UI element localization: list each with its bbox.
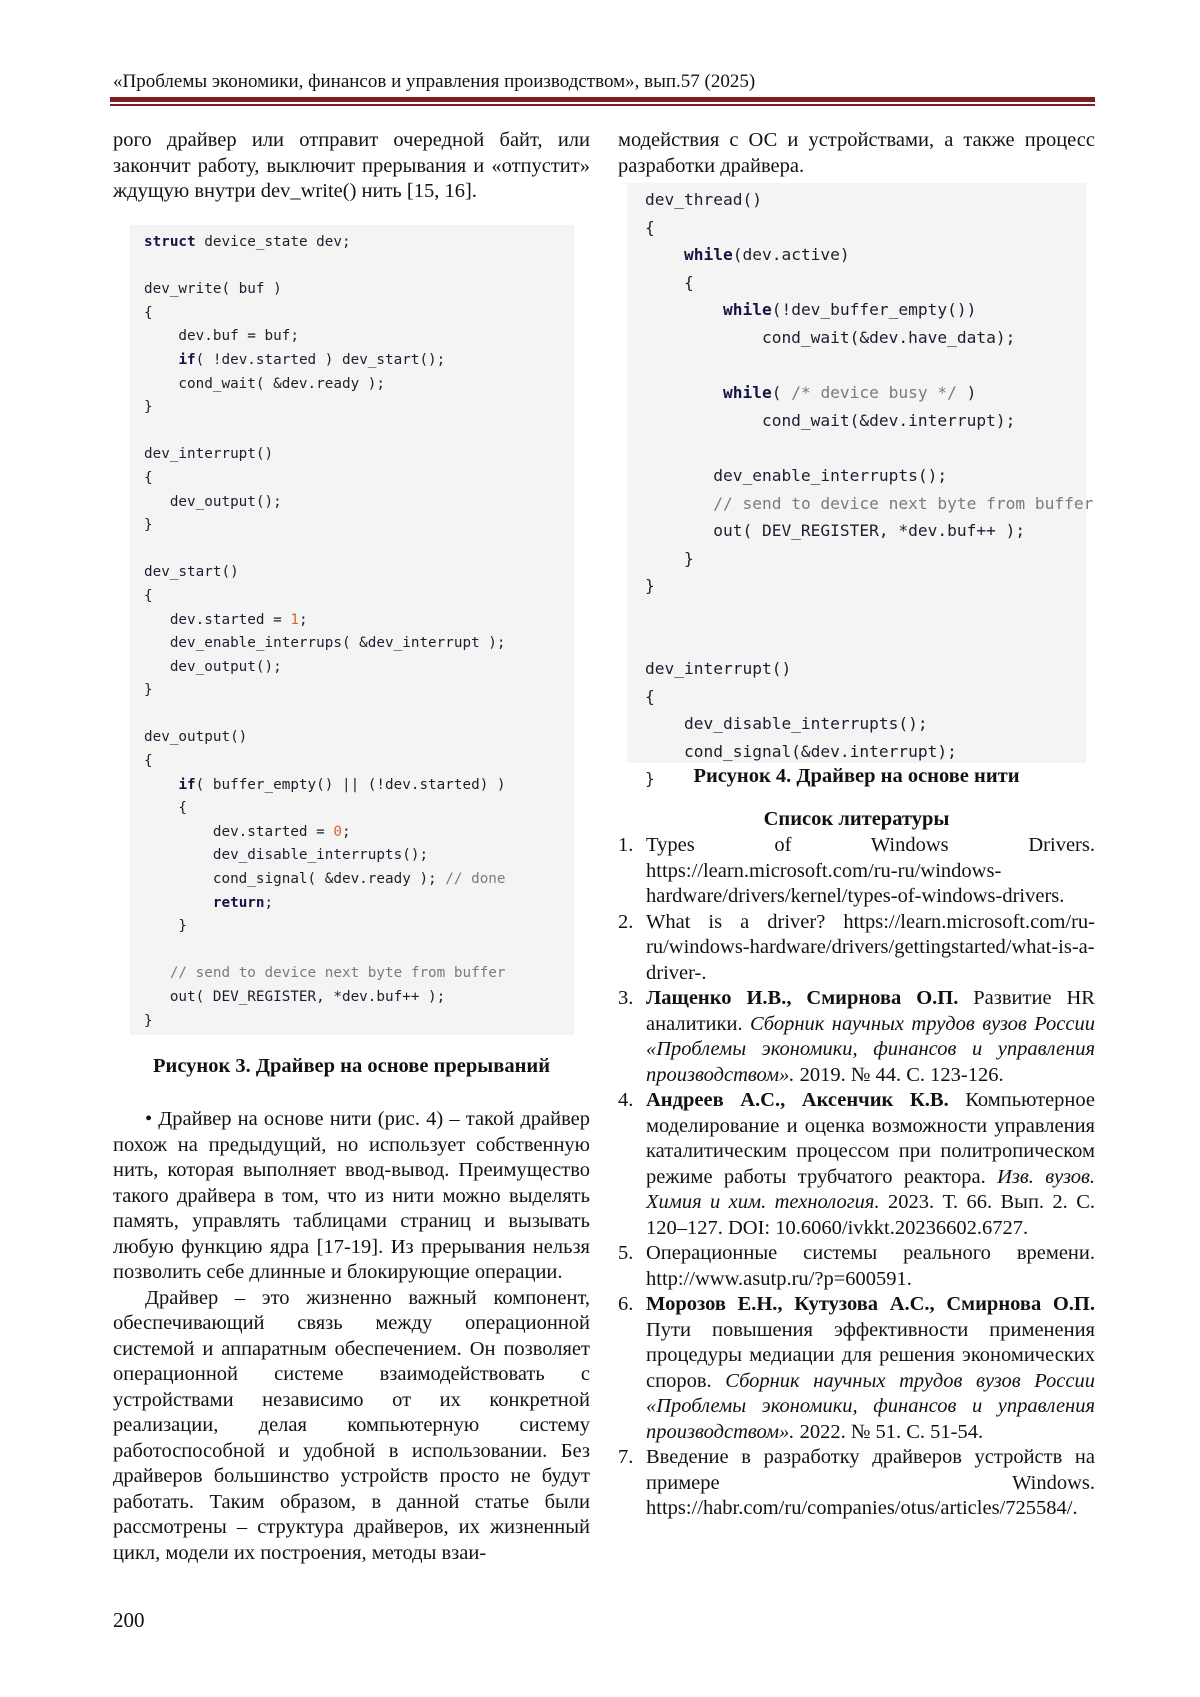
reference-item	[618, 910, 1095, 987]
code-line: dev.buf = buf;	[144, 328, 299, 345]
code-line: {	[144, 304, 153, 321]
reference-item	[618, 986, 1095, 1088]
code-line: dev_enable_interrupts();	[645, 465, 948, 485]
code-line: }	[645, 576, 655, 596]
reference-text: Компьютерное моделирование и оценка возможности управления каталитическим процессом при политропическом режиме работы трубчатого реактора.	[646, 1089, 1095, 1188]
code-line: }	[144, 1012, 153, 1029]
references-list	[618, 833, 1095, 1522]
code-line: dev_enable_interrups( &dev_interrupt );	[144, 635, 506, 652]
code-line: }	[645, 769, 655, 789]
reference-author: Лащенко И.В., Смирнова О.П.	[646, 987, 959, 1009]
code-line: dev_output();	[144, 493, 282, 510]
reference-item	[618, 833, 1095, 910]
left-paragraph-1: рого драйвер или отправит очередной байт, или закончит работу, выключит прерывания и «отпустит» ждущую внутри dev_write() нить [15, 16].	[113, 129, 590, 202]
reference-number: 6.	[618, 1293, 634, 1315]
code-line: dev_interrupt()	[645, 659, 792, 679]
code-line: dev_thread()	[645, 190, 762, 209]
code-line	[144, 703, 574, 727]
page-number: 200	[113, 1608, 145, 1632]
code-line: dev.started = 0;	[144, 823, 351, 840]
code-line: dev_output()	[144, 729, 248, 746]
figure-4-caption: Рисунок 4. Драйвер на основе нити	[693, 765, 1020, 787]
right-column	[618, 128, 1095, 179]
code-line: cond_wait(&dev.have_data);	[645, 327, 1016, 347]
reference-details: 2023. Т. 66. Вып. 2. С. 120–127. DOI: 10.6060/ivkkt.20236602.6727.	[646, 1191, 1095, 1239]
code-line: while(!dev_buffer_empty())	[722, 300, 977, 320]
code-line: {	[144, 587, 153, 604]
code-line	[144, 420, 574, 444]
code-line: // send to device next byte from buffer	[713, 493, 1094, 513]
code-line: {	[645, 272, 694, 292]
right-paragraph-1: модействия с ОС и устройствами, а также процесс разработки драйвера.	[618, 129, 1095, 177]
code-line: dev_disable_interrupts();	[144, 847, 429, 864]
code-line: cond_wait( &dev.ready );	[144, 375, 386, 392]
code-line: if( buffer_empty() || (!dev.started) )	[178, 776, 506, 793]
code-line	[645, 628, 1086, 656]
reference-text: Операционные системы реального времени. http://www.asutp.ru/?p=600591.	[646, 1242, 1095, 1290]
reference-text: What is a driver? https://learn.microsoft.com/ru-ru/windows-hardware/drivers/gettingstarted/what-is-a-driver-.	[646, 910, 1095, 984]
code-line: }	[645, 548, 694, 568]
reference-number: 7.	[618, 1446, 634, 1468]
code-line: {	[144, 753, 153, 770]
left-column-lower	[113, 1107, 590, 1566]
header-rule-thin	[110, 104, 1095, 106]
reference-source: Сборник научных трудов вузов России «Проблемы экономики, финансов и управления производством».	[646, 1012, 1095, 1086]
code-line	[645, 352, 1086, 380]
reference-source: Сборник научных трудов вузов России «Проблемы экономики, финансов и управления производством».	[646, 1369, 1096, 1443]
code-line: }	[144, 682, 153, 699]
header-rule-thick	[110, 97, 1095, 102]
reference-item	[618, 1445, 1095, 1522]
code-line: out( DEV_REGISTER, *dev.buf++ );	[144, 989, 446, 1005]
code-line: // send to device next byte from buffer	[169, 965, 506, 982]
code-line	[645, 434, 1086, 462]
reference-text: Введение в разработку драйверов устройств на примере Windows. https://habr.com/ru/companies/otus/articles/725584/.	[646, 1446, 1095, 1519]
code-line	[144, 255, 574, 279]
reference-number: 2.	[618, 910, 634, 933]
code-line: while(dev.active)	[683, 245, 850, 265]
figure-3-caption: Рисунок 3. Драйвер на основе прерываний	[152, 1055, 551, 1077]
code-line	[645, 600, 1086, 628]
code-line: }	[144, 399, 153, 416]
code-line: {	[144, 800, 188, 817]
code-line: cond_signal(&dev.interrupt);	[645, 741, 957, 761]
reference-details: 2019. № 44. С. 123-126.	[794, 1063, 1004, 1086]
code-line: while( /* device busy */ )	[722, 383, 977, 403]
reference-author: Морозов Е.Н., Кутузова А.С., Смирнова О.П.	[646, 1293, 1095, 1315]
reference-number: 5.	[618, 1242, 634, 1264]
references-title: Список литературы	[763, 808, 950, 830]
code-line: return;	[212, 894, 274, 911]
running-header: «Проблемы экономики, финансов и управления производством», вып.57 (2025)	[113, 71, 756, 92]
reference-text: Пути повышения эффективности применения процедуры медиации для решения экономических споров.	[646, 1318, 1095, 1392]
left-column	[113, 128, 590, 205]
code-listing-figure-3	[130, 225, 574, 1035]
reference-item	[618, 1241, 1095, 1292]
code-line	[144, 939, 574, 963]
code-line: cond_wait(&dev.interrupt);	[645, 410, 1016, 430]
code-line: {	[645, 217, 655, 237]
code-line: out( DEV_REGISTER, *dev.buf++ );	[645, 521, 1026, 541]
reference-number: 3.	[618, 987, 634, 1009]
code-line: {	[144, 469, 153, 486]
code-line: dev_interrupt()	[144, 446, 274, 463]
code-line: dev_start()	[144, 564, 239, 581]
reference-number: 1.	[618, 834, 634, 856]
left-paragraph-3: Драйвер – это жизненно важный компонент, обеспечивающий связь между операционной системой и аппаратным обеспечением. Он позволяет операционной системе взаимодействовать с устройствами независимо от их конкретной реализации, делая компьютерную систему работоспособной и удобной в использовании. Без драйверов большинство устройств просто не будут работать. Таким образом, в данной статье были рассмотрены – структура драйверов, их жизненный цикл, модели их построения, методы взаи-	[113, 1286, 590, 1564]
reference-details: 2022. № 51. С. 51-54.	[794, 1420, 984, 1443]
code-line: cond_signal( &dev.ready ); // done	[144, 871, 506, 888]
code-line: if( !dev.started ) dev_start();	[178, 351, 446, 368]
code-line: dev.started = 1;	[144, 611, 308, 628]
code-line: }	[144, 918, 188, 935]
reference-item	[618, 1088, 1095, 1241]
code-line: struct device_state dev;	[144, 234, 351, 250]
reference-text: Types of Windows Drivers. https://learn.microsoft.com/ru-ru/windows-hardware/drivers/kernel/types-of-windows-drivers.	[646, 834, 1095, 907]
code-line: dev_write( buf )	[144, 281, 282, 298]
code-line: dev_output();	[144, 658, 282, 675]
reference-author: Андреев А.С., Аксенчик К.В.	[646, 1089, 949, 1111]
reference-item	[618, 1292, 1095, 1445]
code-line: dev_disable_interrupts();	[645, 714, 928, 734]
code-line	[144, 538, 574, 562]
reference-source: Изв. вузов. Химия и хим. технология.	[646, 1165, 1095, 1213]
left-paragraph-2: • Драйвер на основе нити (рис. 4) – такой драйвер похож на предыдущий, но использует собственную нить, которая выполняет ввод-вывод. Преимущество такого драйвера в том, что из нити можно выделять память, управлять таблицами страниц и вызывать любую функцию ядра [17-19]. Из прерывания нельзя позволить себе длинные и блокирующие операции.	[113, 1108, 590, 1283]
reference-number: 4.	[618, 1089, 634, 1111]
reference-text: Развитие HR аналитики.	[646, 987, 1095, 1035]
code-line: }	[144, 517, 153, 534]
code-line: {	[645, 686, 655, 706]
